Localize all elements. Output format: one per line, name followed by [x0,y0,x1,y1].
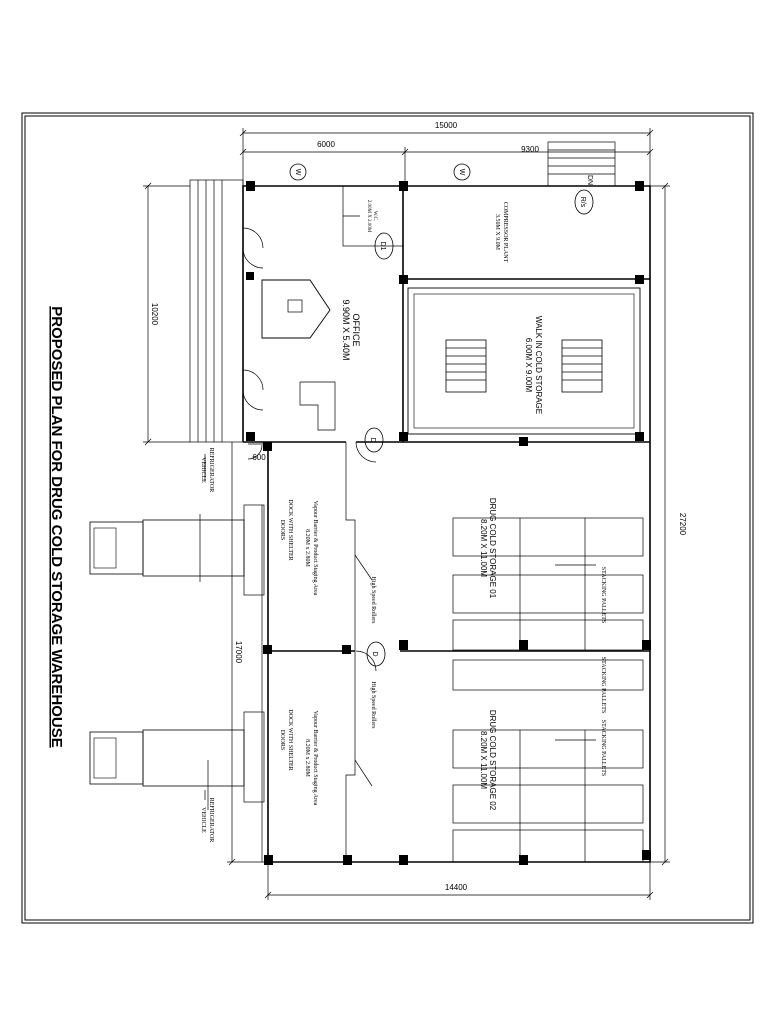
wc-name: W.C. [372,210,377,222]
vehicle-1-line2: VEHICLE [200,457,206,483]
vehicle-2-line1: REFRIGERATOR [208,797,214,843]
staging-1-line1: Vapour Barrier & Product Staging Area [312,500,318,596]
window-tag-2: W [458,168,465,176]
staging-1-line2: 8.20M x 2.80M [304,529,310,567]
dim-right-width: 9300 [521,145,539,154]
pallets-1: STACKING PALLETS [600,566,606,624]
drug-storage-01-name: DRUG COLD STORAGE 01 [488,497,497,599]
walk-in-size: 6.00M X 9.00M [524,337,533,393]
dim-dock-length: 17000 [234,640,243,664]
rollers-2: High Speed Rollers [370,681,376,729]
dim-bottom-width: 14400 [444,883,468,892]
refrigerator-truck-2 [90,730,244,810]
office-name: OFFICE [351,313,361,347]
rollers-1: High Speed Rollers [370,576,376,624]
staging-2-line2: 8.20M x 2.80M [304,739,310,777]
stair-down-tag: DN [586,174,593,186]
pallets-3: STACKING PALLETS [600,719,606,777]
refrigerator-truck-1 [90,514,244,582]
dock-2-line2: DOORS [279,729,285,751]
dock-1-line1: DOCK WITH SHELTER [287,499,293,561]
dim-overall-length: 27200 [678,512,687,536]
vehicle-2-line2: VEHICLE [200,807,206,833]
staging-2-line1: Vapour Barrier & Product Staging Area [312,710,318,806]
compressor-name: COMPRESSOR PLANT [502,201,508,263]
office-chair [288,300,302,312]
window-tag-1: W [294,168,301,176]
evaporator-units [446,337,602,393]
drug-storage-02-size: 8.20M X 11.00M [479,730,488,790]
walk-in-name: WALK IN COLD STORAGE [534,315,543,415]
drug-storage-01-size: 8.20M X 11.00M [479,518,488,578]
dim-overall-width: 15000 [434,121,458,130]
door-tag-d1: D1 [379,241,386,251]
dock-2-line1: DOCK WITH SHELTER [287,709,293,771]
pallets-2: STACKING PALLETS [600,656,606,714]
dim-gap: 600 [252,453,266,462]
walls [190,142,650,862]
door-swings [243,228,376,671]
rs-tag: R/s [579,196,586,208]
dim-office-length: 10200 [150,302,159,326]
office-size: 9.90M X 5.40M [341,299,351,361]
walk-in-panel [408,288,640,434]
dim-left-width: 6000 [317,140,335,149]
door-tag-d-a: D [369,437,376,443]
dock-1-line2: DOORS [279,519,285,541]
page-title: PROPOSED PLAN FOR DRUG COLD STORAGE WAREHOUSE [48,306,65,748]
leader-arrows [205,454,596,800]
wc-size: 2.00M X 2.00M [366,199,371,233]
door-tag-d-b: D [371,651,378,657]
office-desk [262,280,330,338]
compressor-size: 3.50M X 9.0M [494,213,500,251]
vehicle-1-line1: REFRIGERATOR [208,447,214,493]
drug-storage-02-name: DRUG COLD STORAGE 02 [488,709,497,811]
